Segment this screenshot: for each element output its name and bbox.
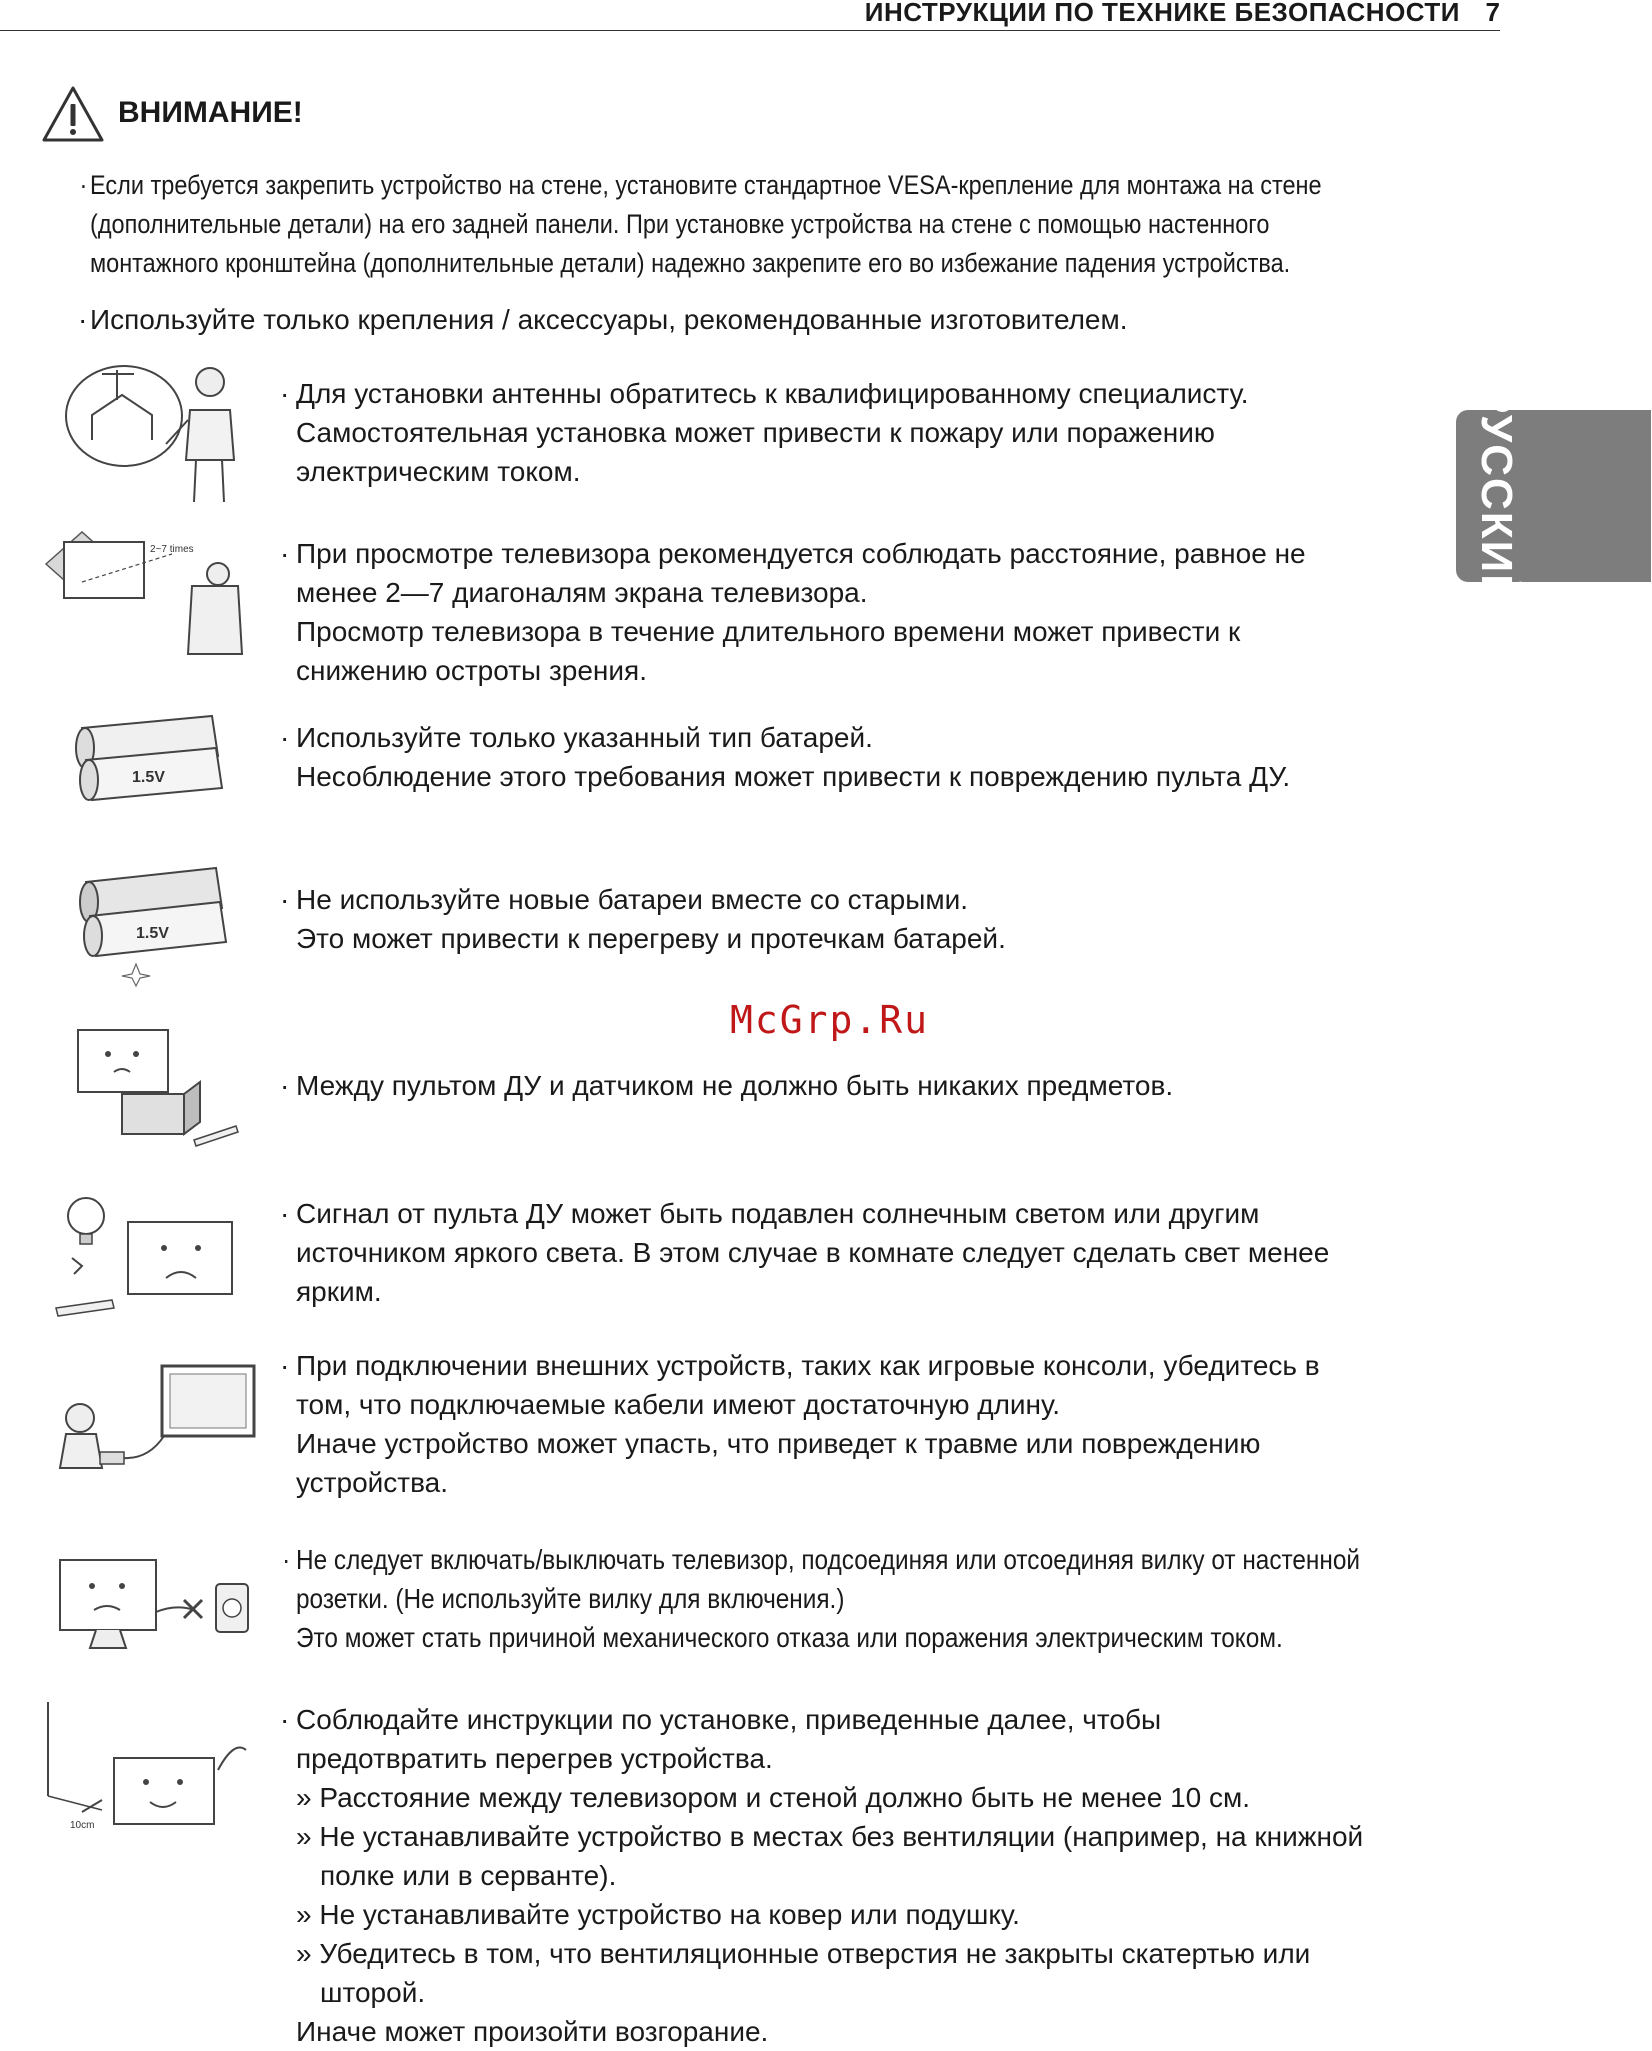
- item-line: снижению остроты зрения.: [296, 655, 647, 686]
- remote-obstacle-icon: [56, 1022, 246, 1152]
- intro-paragraph-2: · Используйте только крепления / аксессуары, рекомендованные изготовителем.: [90, 300, 1128, 339]
- item-line: Это может стать причиной механического отказа или поражения электрическим током.: [296, 1622, 1283, 1653]
- item-line: Самостоятельная установка может привести к пожару или поражению: [296, 417, 1215, 448]
- item-line: Просмотр телевизора в течение длительного времени может привести к: [296, 616, 1241, 647]
- item-line: » Расстояние между телевизором и стеной должно быть не менее 10 см.: [296, 1782, 1251, 1813]
- batteries-icon: [72, 710, 232, 810]
- intro-line: Если требуется закрепить устройство на стене, установите стандартное VESA-крепление для монтажа на стене: [90, 170, 1322, 200]
- cable-length-icon: [52, 1360, 262, 1485]
- item-line: При подключении внешних устройств, таких как игровые консоли, убедитесь в: [296, 1350, 1320, 1381]
- item-line: полке или в серванте).: [320, 1860, 617, 1891]
- item-line: Это может привести к перегреву и протечкам батарей.: [296, 923, 1006, 954]
- warning-triangle-icon: [40, 84, 106, 144]
- list-item: · Соблюдайте инструкции по установке, приведенные далее, чтобы предотвратить перегрев устройства. » Расстояние между телевизором и стеной должно быть не менее 10 см. » Не устанавливайте устройство в местах без вентиляции (например, на книжной полке или в серванте). » Не устанавливайте устройство на ковер или подушку. » Убедитесь в том, что вентиляционные отверстия не закрыты скатертью или шторой. Иначе может произойти возгорание.: [296, 1700, 1363, 2051]
- item-line: электрическим током.: [296, 456, 581, 487]
- item-line: При просмотре телевизора рекомендуется соблюдать расстояние, равное не: [296, 538, 1306, 569]
- item-line: менее 2—7 диагоналям экрана телевизора.: [296, 577, 868, 608]
- watermark: McGrp.Ru: [730, 998, 930, 1042]
- item-line: » Не устанавливайте устройство в местах без вентиляции (например, на книжной: [296, 1821, 1364, 1852]
- list-item: · Для установки антенны обратитесь к квалифицированному специалисту. Самостоятельная установка может привести к пожару или поражению электрическим током.: [296, 374, 1249, 491]
- intro-line: (дополнительные детали) на его задней панели. При установке устройства на стене с помощью настенного: [90, 209, 1270, 239]
- antenna-installer-icon: [62, 360, 252, 510]
- viewing-distance-icon: [42, 526, 252, 661]
- item-line: Между пультом ДУ и датчиком не должно быть никаких предметов.: [296, 1070, 1174, 1101]
- item-line: том, что подключаемые кабели имеют достаточную длину.: [296, 1389, 1060, 1420]
- item-line: ярким.: [296, 1276, 382, 1307]
- bright-light-icon: [52, 1186, 262, 1321]
- item-line: Соблюдайте инструкции по установке, приведенные далее, чтобы: [296, 1704, 1162, 1735]
- item-line: Используйте только указанный тип батарей.: [296, 722, 873, 753]
- list-item: · Сигнал от пульта ДУ может быть подавлен солнечным светом или другим источником яркого света. В этом случае в комнате следует сделать свет менее ярким.: [296, 1194, 1329, 1311]
- power-plug-icon: [56, 1552, 256, 1672]
- header-title: ИНСТРУКЦИИ ПО ТЕХНИКЕ БЕЗОПАСНОСТИ: [864, 0, 1460, 27]
- page-header: [0, 0, 1500, 31]
- ventilation-icon: [42, 1700, 262, 1830]
- language-tab: [1456, 384, 1651, 608]
- item-line: Иначе устройство может упасть, что приведет к травме или повреждению: [296, 1428, 1261, 1459]
- item-line: Для установки антенны обратитесь к квалифицированному специалисту.: [296, 378, 1249, 409]
- item-line: розетки. (Не используйте вилку для включения.): [296, 1583, 845, 1614]
- item-line: Несоблюдение этого требования может привести к повреждению пульта ДУ.: [296, 761, 1291, 792]
- list-item: · Не следует включать/выключать телевизор, подсоединяя или отсоединяя вилку от настенной розетки. (Не используйте вилку для включения.) Это может стать причиной механического отказа или поражения электрическим током.: [296, 1540, 1360, 1657]
- clearance-label: 10cm: [70, 1820, 95, 1830]
- item-line: шторой.: [320, 1977, 426, 2008]
- item-line: Не следует включать/выключать телевизор, подсоединяя или отсоединяя вилку от настенной: [296, 1544, 1360, 1575]
- battery-voltage-label: 1.5V: [136, 925, 169, 942]
- battery-voltage-label: 1.5V: [132, 769, 165, 786]
- item-line: Сигнал от пульта ДУ может быть подавлен солнечным светом или другим: [296, 1198, 1260, 1229]
- item-line: » Убедитесь в том, что вентиляционные отверстия не закрыты скатертью или: [296, 1938, 1311, 1969]
- list-item: · При просмотре телевизора рекомендуется соблюдать расстояние, равное не менее 2—7 диагоналям экрана телевизора. Просмотр телевизора в течение длительного времени может привести к снижению остроты зрения.: [296, 534, 1306, 690]
- intro-line: монтажного кронштейна (дополнительные детали) надежно закрепите его во избежание падения устройства.: [90, 248, 1291, 278]
- list-item: · Между пультом ДУ и датчиком не должно быть никаких предметов.: [296, 1066, 1173, 1105]
- list-item: · При подключении внешних устройств, таких как игровые консоли, убедитесь в том, что подключаемые кабели имеют достаточную длину. Иначе устройство может упасть, что приведет к травме или повреждению устройства.: [296, 1346, 1320, 1502]
- item-line: Иначе может произойти возгорание.: [296, 2016, 769, 2047]
- language-tab-label: РУССКИЙ: [1472, 384, 1521, 608]
- item-line: предотвратить перегрев устройства.: [296, 1743, 773, 1774]
- list-item: · Используйте только указанный тип батарей. Несоблюдение этого требования может привести к повреждению пульта ДУ.: [296, 718, 1290, 796]
- page-number: 7: [1485, 0, 1500, 27]
- item-line: » Не устанавливайте устройство на ковер или подушку.: [296, 1899, 1020, 1930]
- item-line: источником яркого света. В этом случае в комнате следует сделать свет менее: [296, 1237, 1330, 1268]
- warning-heading: [40, 84, 303, 148]
- item-line: Не используйте новые батареи вместе со старыми.: [296, 884, 969, 915]
- intro-line: Используйте только крепления / аксессуары, рекомендованные изготовителем.: [90, 304, 1128, 335]
- distance-label: 2~7 times: [150, 544, 194, 555]
- warning-title: ВНИМАНИЕ!: [118, 96, 303, 129]
- intro-paragraph-1: · Если требуется закрепить устройство на стене, установите стандартное VESA-крепление для монтажа на стене (дополнительные детали) на его задней панели. При установке устройства на стене с помощью настенного монтажного кронштейна (дополнительные детали) надежно закрепите его во избежание падения устройства.: [90, 166, 1322, 283]
- item-line: устройства.: [296, 1467, 449, 1498]
- list-item: · Не используйте новые батареи вместе со старыми. Это может привести к перегреву и протечкам батарей.: [296, 880, 1006, 958]
- old-new-batteries-icon: [76, 858, 236, 988]
